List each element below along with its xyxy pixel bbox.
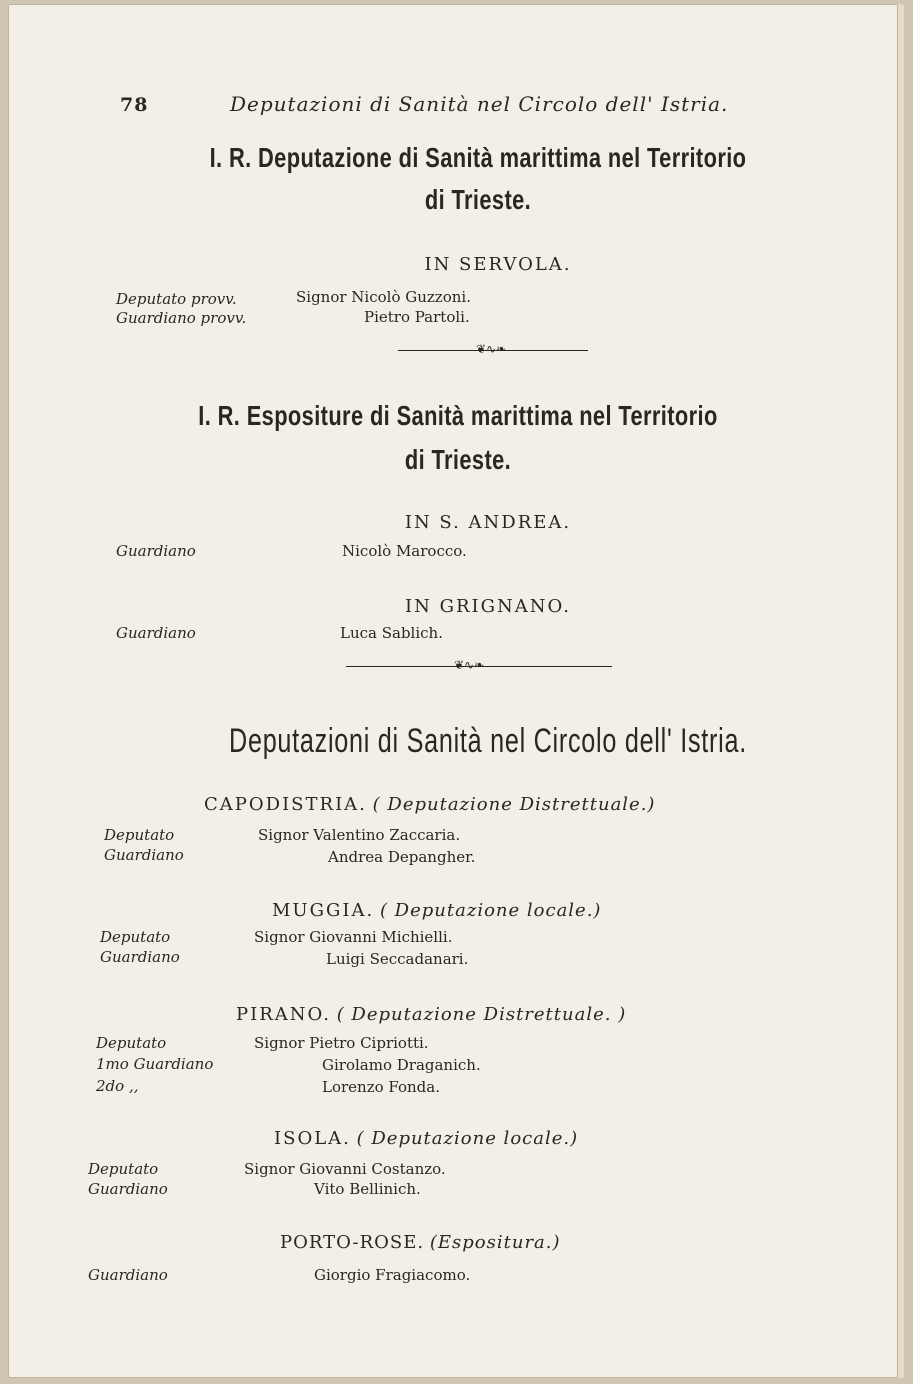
section1-title-line2: di Trieste.: [424, 184, 532, 215]
section2-role-2: Guardiano: [116, 624, 196, 642]
pirano-name-1: Signor Pietro Cipriotti.: [254, 1034, 429, 1052]
section2-name-1: Nicolò Marocco.: [342, 542, 467, 560]
muggia-role-1: Deputato: [100, 928, 171, 946]
isola-role-1: Deputato: [88, 1160, 159, 1178]
porto-rose-kind: (Espositura.): [429, 1232, 561, 1253]
isola-place: ISOLA.: [274, 1128, 351, 1149]
isola-name-2: Vito Bellinich.: [314, 1180, 421, 1198]
muggia-name-2: Luigi Seccadanari.: [326, 950, 469, 968]
section2-name-2: Luca Sablich.: [340, 624, 443, 642]
section2-title-line2: di Trieste.: [404, 444, 512, 475]
pirano-role-3: 2do ,,: [96, 1077, 139, 1095]
capodistria-role-1: Deputato: [104, 826, 175, 844]
section2-role-1: Guardiano: [116, 542, 196, 560]
isola-heading: [274, 1128, 578, 1149]
running-title: Deputazioni di Sanità nel Circolo dell' Istria.: [230, 92, 729, 116]
capodistria-kind: ( Deputazione Distrettuale.): [372, 794, 656, 815]
capodistria-heading: [204, 794, 655, 815]
capodistria-name-1: Signor Valentino Zaccaria.: [258, 826, 461, 844]
porto-rose-name-1: Giorgio Fragiacomo.: [314, 1266, 471, 1284]
capodistria-place: CAPODISTRIA.: [204, 794, 367, 815]
pirano-place: PIRANO.: [236, 1004, 331, 1025]
isola-name-1: Signor Giovanni Costanzo.: [244, 1160, 446, 1178]
capodistria-role-2: Guardiano: [104, 846, 184, 864]
porto-rose-role-1: Guardiano: [88, 1266, 168, 1284]
section2-place-2: IN GRIGNANO.: [405, 596, 571, 617]
pirano-role-1: Deputato: [96, 1034, 167, 1052]
muggia-place: MUGGIA.: [272, 900, 375, 921]
section1-role-2: Guardiano provv.: [116, 309, 247, 327]
section1-role-1: Deputato provv.: [116, 290, 237, 308]
page-number: 78: [120, 94, 149, 116]
pirano-name-2: Girolamo Draganich.: [322, 1056, 481, 1074]
isola-role-2: Guardiano: [88, 1180, 168, 1198]
section3-title: Deputazioni di Sanità nel Circolo dell' Istria.: [229, 722, 747, 760]
section2-title-line1: I. R. Espositure di Sanità marittima nel Territorio: [198, 400, 718, 431]
ornament-icon: ❦∿❧: [476, 342, 507, 356]
section1-name-2: Pietro Partoli.: [364, 308, 470, 326]
book-page: [8, 4, 898, 1378]
porto-rose-heading: [280, 1232, 561, 1253]
muggia-name-1: Signor Giovanni Michielli.: [254, 928, 453, 946]
porto-rose-place: PORTO-ROSE.: [280, 1232, 425, 1253]
muggia-kind: ( Deputazione locale.): [379, 900, 602, 921]
muggia-role-2: Guardiano: [100, 948, 180, 966]
pirano-name-3: Lorenzo Fonda.: [322, 1078, 440, 1096]
section2-place-1: IN S. ANDREA.: [404, 512, 572, 533]
isola-kind: ( Deputazione locale.): [356, 1128, 579, 1149]
section1-place: IN SERVOLA.: [424, 254, 572, 275]
pirano-role-2: 1mo Guardiano: [96, 1055, 214, 1073]
muggia-heading: [272, 900, 601, 921]
capodistria-name-2: Andrea Depangher.: [328, 848, 476, 866]
pirano-kind: ( Deputazione Distrettuale. ): [336, 1004, 627, 1025]
pirano-heading: [236, 1004, 626, 1025]
ornament-icon: ❦∿❧: [454, 658, 485, 672]
section1-name-1: Signor Nicolò Guzzoni.: [296, 288, 471, 306]
section1-title-line1: I. R. Deputazione di Sanità marittima nel Territorio: [209, 142, 747, 173]
